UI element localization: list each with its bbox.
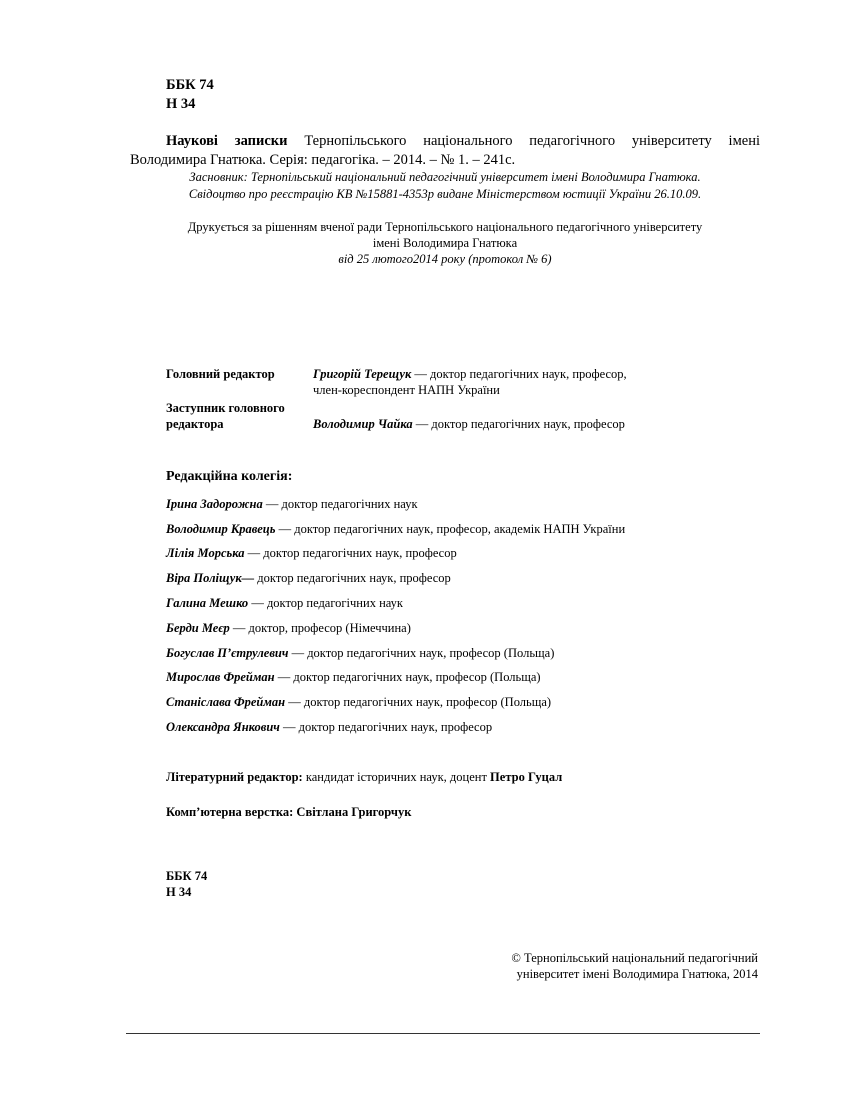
member-desc: — доктор педагогічних наук, професор (244, 546, 457, 560)
member-desc: — доктор педагогічних наук, професор (279, 720, 493, 734)
board-member (166, 496, 418, 512)
bbk-index: Н 34 (166, 96, 196, 112)
registration-line: Свідоцтво про реєстрацію КВ №15881-4353р видане Міністерством юстиції України 26.10.09. (188, 187, 702, 201)
chief-editor-line-2: член-кореспондент НАПН України (313, 383, 500, 397)
board-member (166, 669, 541, 685)
member-name: Станіслава Фрейман (166, 695, 286, 709)
board-member (166, 521, 625, 537)
member-desc: — доктор педагогічних наук, професор (Польща) (288, 646, 555, 660)
board-member (166, 545, 457, 561)
chief-editor-name: Григорій Терещук (313, 367, 412, 381)
board-member (166, 595, 403, 611)
chief-editor-line-1 (313, 366, 627, 382)
deputy-editor-desc: — доктор педагогічних наук, професор (412, 417, 625, 431)
board-member (166, 645, 554, 661)
founder-line-1: Засновник: Тернопільський національний педагогічний університет імені Володимира Гнатюка. (189, 170, 701, 184)
literary-editor-name: Петро Гуцал (490, 770, 563, 784)
member-name: Віра Поліщук— (166, 571, 255, 585)
board-member (166, 570, 451, 586)
member-desc: — доктор педагогічних наук (248, 596, 403, 610)
member-name: Лілія Морська (166, 546, 245, 560)
member-name: Берди Меєр (166, 621, 230, 635)
print-decision-line-1: Друкується за рішенням вченої ради Тернопільського національного педагогічного університету (187, 220, 703, 234)
member-desc: — доктор педагогічних наук, професор (Польща) (274, 670, 541, 684)
literary-editor-label: Літературний редактор: (166, 770, 303, 784)
deputy-editor-line (313, 416, 625, 432)
literary-editor-desc: кандидат історичних наук, доцент (302, 770, 491, 784)
print-decision-line-2: імені Володимира Гнатюка (372, 236, 518, 250)
layout-editor-line: Комп’ютерна верстка: Світлана Григорчук (166, 805, 412, 819)
bbk-code: ББК 74 (166, 77, 214, 93)
bbk-code-bottom: ББК 74 (166, 869, 208, 883)
copyright-line-1: © Тернопільський національний педагогічний (511, 951, 758, 965)
title-bold: Наукові записки (166, 133, 288, 149)
deputy-editor-label-1: Заступник головного (166, 401, 285, 415)
member-name: Олександра Янкович (166, 720, 280, 734)
board-member (166, 719, 492, 735)
member-name: Володимир Кравець (166, 522, 276, 536)
literary-editor-line (166, 769, 562, 785)
publication-title (130, 132, 760, 170)
member-name: Ірина Задорожна (166, 497, 263, 511)
member-name: Мирослав Фрейман (166, 670, 275, 684)
deputy-editor-name: Володимир Чайка (313, 417, 413, 431)
bottom-divider (126, 1033, 760, 1034)
member-name: Богуслав П’єтрулевич (166, 646, 289, 660)
title-line-2: Володимира Гнатюка. Серія: педагогіка. – 2014. – № 1. – 241с. (130, 152, 516, 168)
member-desc: доктор педагогічних наук, професор (254, 571, 451, 585)
chief-editor-label: Головний редактор (166, 367, 275, 381)
deputy-editor-label-2: редактора (166, 417, 224, 431)
bbk-index-bottom: Н 34 (166, 885, 192, 899)
member-desc: — доктор педагогічних наук, професор, академік НАПН України (275, 522, 626, 536)
member-desc: — доктор педагогічних наук (262, 497, 418, 511)
chief-editor-desc: — доктор педагогічних наук, професор, (411, 367, 627, 381)
board-member (166, 620, 411, 636)
title-line-1 (130, 132, 760, 151)
title-rest: Тернопільського національного педагогічного університету імені (287, 133, 760, 149)
protocol-line: від 25 лютого2014 року (протокол № 6) (338, 252, 552, 266)
copyright-line-2: університет імені Володимира Гнатюка, 2014 (516, 967, 758, 981)
member-desc: — доктор, професор (Німеччина) (229, 621, 411, 635)
member-name: Галина Мешко (166, 596, 249, 610)
member-desc: — доктор педагогічних наук, професор (Польща) (285, 695, 552, 709)
board-title: Редакційна колегія: (166, 469, 293, 484)
board-member (166, 694, 551, 710)
